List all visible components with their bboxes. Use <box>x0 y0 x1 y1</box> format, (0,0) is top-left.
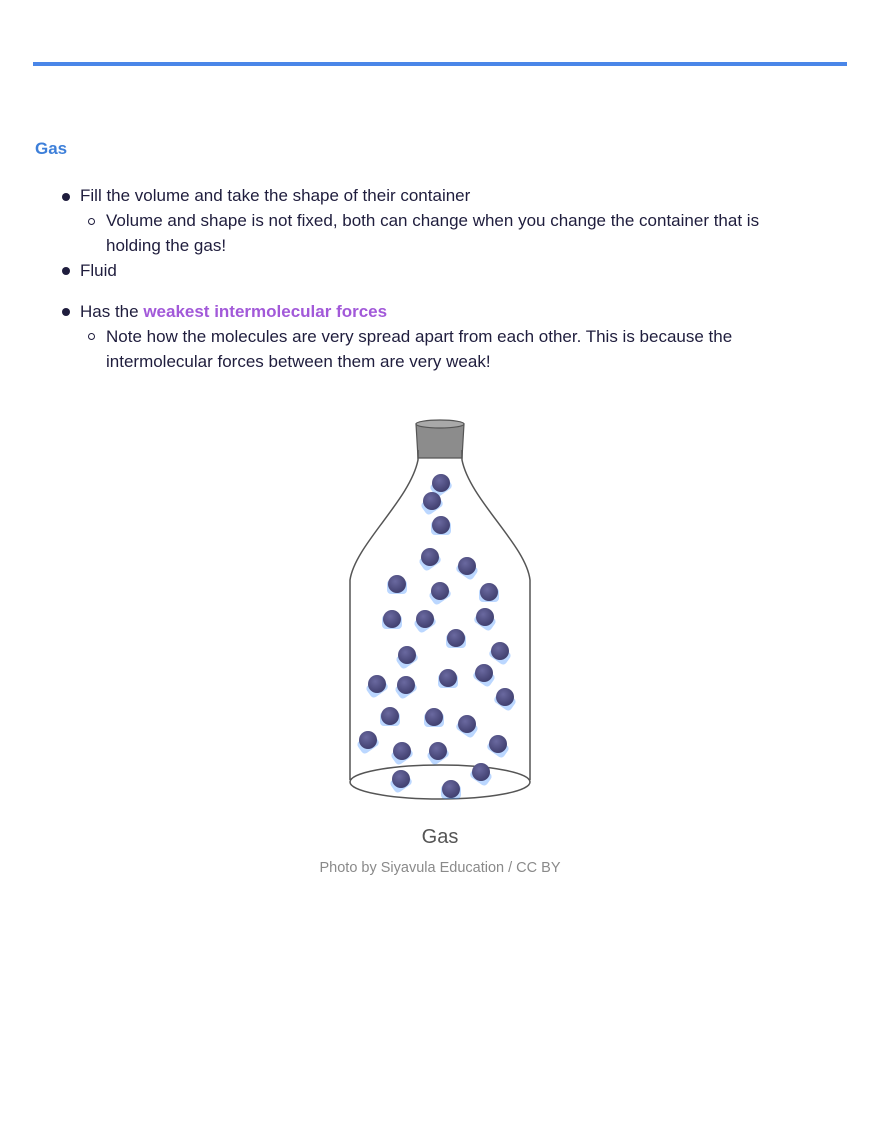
molecule <box>480 583 498 601</box>
molecule <box>423 492 441 510</box>
section-heading: Gas <box>35 139 68 158</box>
molecule <box>447 629 465 647</box>
bottle-base <box>350 765 530 799</box>
top-divider <box>33 62 847 66</box>
bullet-1-sub-line-1: Volume and shape is not fixed, both can change when you change the container that is <box>106 211 760 230</box>
bullet-1-text: Fill the volume and take the shape of their container <box>80 186 471 205</box>
highlight-weakest-forces: weakest intermolecular forces <box>143 302 388 321</box>
molecule <box>397 676 415 694</box>
molecule <box>458 715 476 733</box>
molecule <box>458 557 476 575</box>
bullet-2-text: Fluid <box>80 261 117 280</box>
molecule <box>416 610 434 628</box>
cork-icon <box>416 424 464 458</box>
molecule <box>442 780 460 798</box>
bullet-dot-icon <box>62 308 70 316</box>
molecule <box>432 516 450 534</box>
bullet-dot-icon <box>62 267 70 275</box>
molecule <box>388 575 406 593</box>
molecule <box>489 735 507 753</box>
molecule <box>475 664 493 682</box>
sub-bullet-circle-icon <box>88 218 95 225</box>
molecule <box>393 742 411 760</box>
molecule <box>429 742 447 760</box>
gas-molecules <box>356 474 517 799</box>
photo-credit: Photo by Siyavula Education / CC BY <box>319 860 561 876</box>
bullet-1-sub-line-2: holding the gas! <box>106 236 227 255</box>
figure-label: Gas <box>421 826 459 848</box>
molecule <box>383 610 401 628</box>
bullet-dot-icon <box>62 193 70 201</box>
bullet-3-sub-line-1: Note how the molecules are very spread apart from each other. This is because the <box>106 327 733 346</box>
molecule <box>491 642 509 660</box>
molecule <box>392 770 410 788</box>
molecule <box>476 608 494 626</box>
molecule <box>431 582 449 600</box>
sub-bullet-circle-icon <box>88 333 95 340</box>
molecule <box>496 688 514 706</box>
molecule <box>359 731 377 749</box>
molecule <box>421 548 439 566</box>
molecule <box>472 763 490 781</box>
molecule <box>432 474 450 492</box>
molecule <box>439 669 457 687</box>
gas-bottle-illustration <box>330 408 550 858</box>
molecule <box>368 675 386 693</box>
bullet-3-text <box>80 300 387 324</box>
molecule <box>425 708 443 726</box>
bullet-3-prefix: Has the <box>80 302 144 321</box>
molecule <box>398 646 416 664</box>
molecule <box>381 707 399 725</box>
bullet-3-sub-line-2: intermolecular forces between them are very weak! <box>106 352 491 371</box>
